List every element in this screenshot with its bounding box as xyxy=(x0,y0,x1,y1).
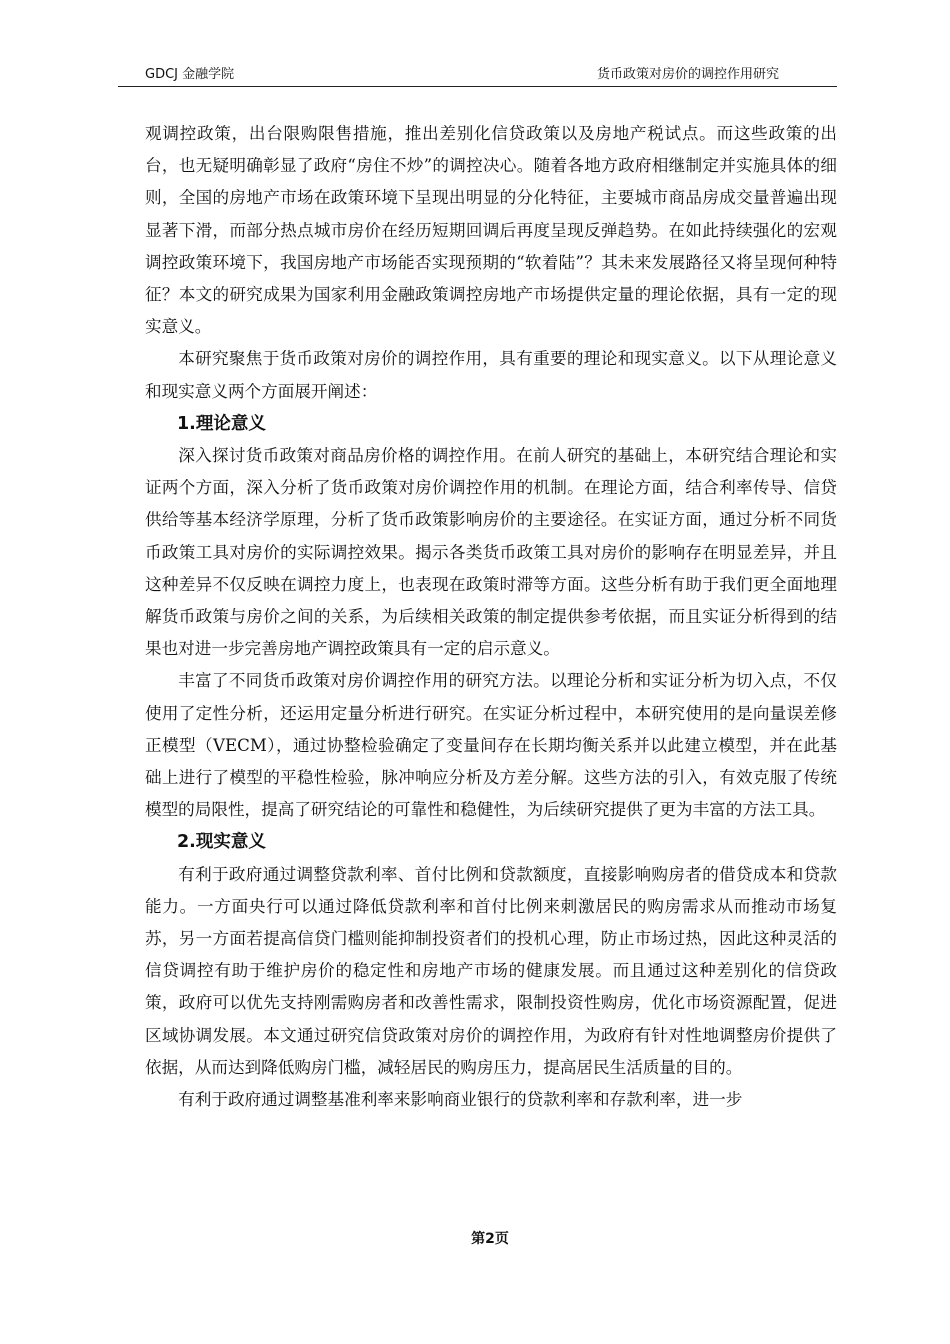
section-heading-practical: 2.现实意义 xyxy=(177,832,266,853)
paragraph-practical-interest: 有利于政府通过调整基准利率来影响商业银行的贷款利率和存款利率，进一步 xyxy=(178,1090,743,1110)
body-content xyxy=(145,118,837,1116)
paragraph-practical-credit: 有利于政府通过调整贷款利率、首付比例和贷款额度，直接影响购房者的借贷成本和贷款能力。一方面央行可以通过降低贷款利率和首付比例来刺激居民的购房需求从而推动市场复苏，另一方面若提高信贷门槛则能抑制投资者们的投机心理，防止市场过热，因此这种灵活的信贷调控有助于维护房价的稳定性和房地产市场的健康发展。而且通过这种差别化的信贷政策，政府可以优先支持刚需购房者和改善性需求，限制投资性购房，优化市场资源配置，促进区域协调发展。本文通过研究信贷政策对房价的调控作用，为政府有针对性地调整房价提供了依据，从而达到降低购房门槛，减轻居民的购房压力，提高居民生活质量的目的。 xyxy=(145,864,837,1077)
page-header xyxy=(118,66,837,87)
paragraph-theory-methods: 丰富了不同货币政策对房价调控作用的研究方法。以理论分析和实证分析为切入点，不仅使用了定性分析，还运用定量分析进行研究。在实证分析过程中，本研究使用的是向量误差修正模型（VECM），通过协整检验确定了变量间存在长期均衡关系并以此建立模型，并在此基础上进行了模型的平稳性检验，脉冲响应分析及方差分解。这些方法的引入，有效克服了传统模型的局限性，提高了研究结论的可靠性和稳健性，为后续研究提供了更为丰富的方法工具。 xyxy=(145,671,837,820)
paragraph-continued: 观调控政策，出台限购限售措施，推出差别化信贷政策以及房地产税试点。而这些政策的出台，也无疑明确彰显了政府“房住不炒”的调控决心。随着各地方政府相继制定并实施具体的细则，全国的房地产市场在政策环境下呈现出明显的分化特征，主要城市商品房成交量普遍出现显著下滑，而部分热点城市房价在经历短期回调后再度呈现反弹趋势。在如此持续强化的宏观调控政策环境下，我国房地产市场能否实现预期的“软着陆”？其未来发展路径又将呈现何种特征？本文的研究成果为国家利用金融政策调控房地产市场提供定量的理论依据，具有一定的现实意义。 xyxy=(145,124,837,337)
paragraph-theory-mechanism: 深入探讨货币政策对商品房价格的调控作用。在前人研究的基础上，本研究结合理论和实证两个方面，深入分析了货币政策对房价调控作用的机制。在理论方面，结合利率传导、信贷供给等基本经济学原理，分析了货币政策影响房价的主要途径。在实证方面，通过分析不同货币政策工具对房价的实际调控效果。揭示各类货币政策工具对房价的影响存在明显差异，并且这种差异不仅反映在调控力度上，也表现在政策时滞等方面。这些分析有助于我们更全面地理解货币政策与房价之间的关系，为后续相关政策的制定提供参考依据，而且实证分析得到的结果也对进一步完善房地产调控政策具有一定的启示意义。 xyxy=(145,446,837,659)
header-institution: GDCJ 金融学院 xyxy=(145,67,235,82)
page-number: 第2页 xyxy=(471,1231,509,1247)
header-paper-title: 货币政策对房价的调控作用研究 xyxy=(596,67,779,82)
paragraph-significance-intro: 本研究聚焦于货币政策对房价的调控作用，具有重要的理论和现实意义。以下从理论意义和现实意义两个方面展开阐述： xyxy=(145,349,837,401)
section-heading-theoretical: 1.理论意义 xyxy=(177,413,266,434)
